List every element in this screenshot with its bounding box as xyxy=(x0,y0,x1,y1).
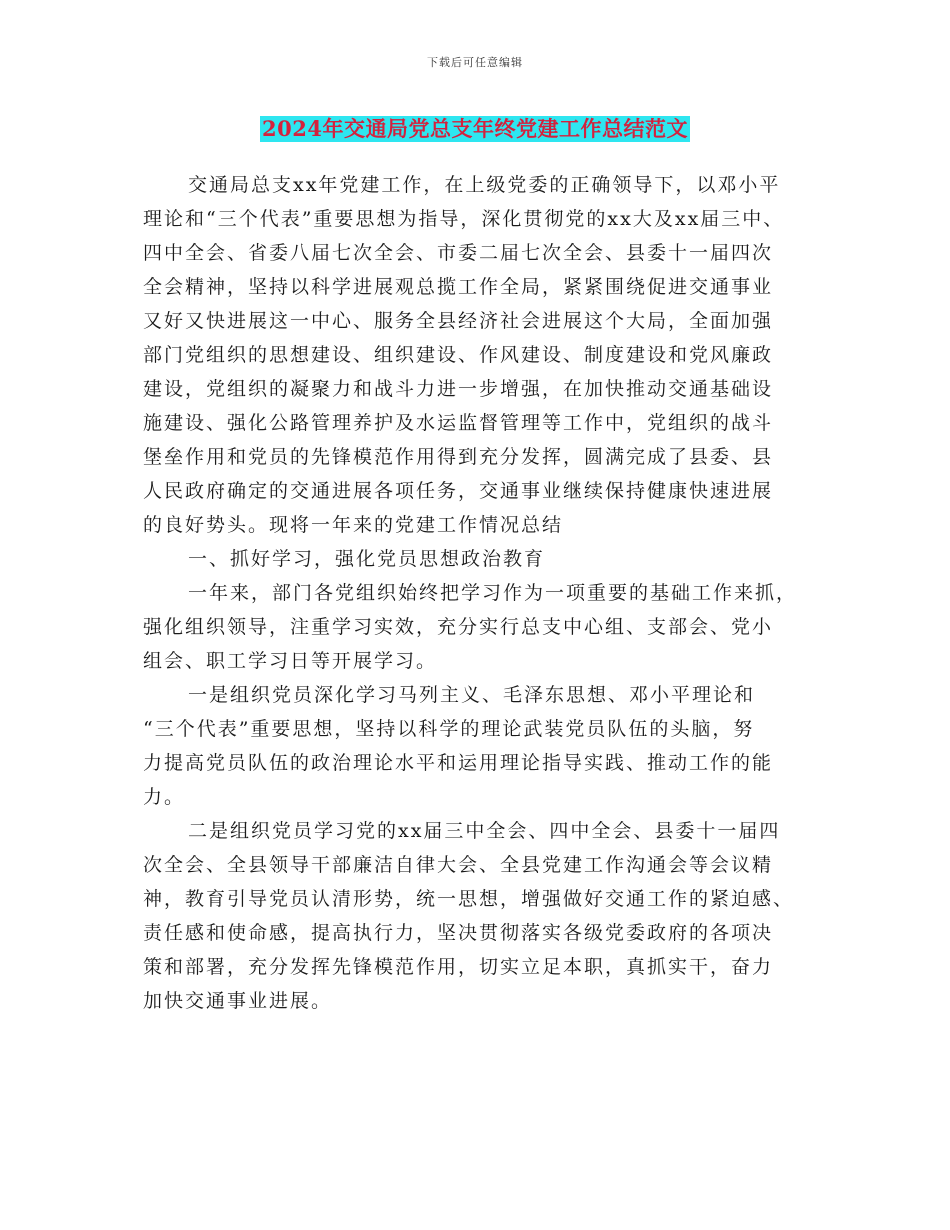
text-line: 人民政府确定的交通进展各项任务，交通事业继续保持健康快速进展 xyxy=(143,480,774,502)
text-line: 部门党组织的思想建设、组织建设、作风建设、制度建设和党风廉政 xyxy=(143,344,774,366)
title-container xyxy=(0,116,950,142)
text-line: “三个代表”重要思想，坚持以科学的理论武装党员队伍的头脑，努 xyxy=(143,718,755,740)
document-body xyxy=(143,168,823,1018)
page-header-note: 下载后可任意编辑 xyxy=(427,56,523,69)
heading-line: 一、抓好学习，强化党员思想政治教育 xyxy=(188,548,546,570)
text-line: 建设，党组织的凝聚力和战斗力进一步增强，在加快推动交通基础设 xyxy=(143,378,774,400)
text-line: 堡垒作用和党员的先锋模范作用得到充分发挥，圆满完成了县委、县 xyxy=(143,446,774,468)
text-line: 施建设、强化公路管理养护及水运监督管理等工作中，党组织的战斗 xyxy=(143,412,774,434)
paragraph xyxy=(143,168,823,542)
paragraph xyxy=(143,678,823,814)
text-line: 力。 xyxy=(143,786,186,808)
text-line: 力提高党员队伍的政治理论水平和运用理论指导实践、推动工作的能 xyxy=(143,752,774,774)
text-line: 次全会、全县领导干部廉洁自律大会、全县党建工作沟通会等会议精 xyxy=(143,854,774,876)
text-line: 的良好势头。现将一年来的党建工作情况总结 xyxy=(143,514,564,536)
text-line: 策和部署，充分发挥先锋模范作用，切实立足本职，真抓实干，奋力 xyxy=(143,956,774,978)
section-heading xyxy=(143,542,823,576)
text-line: 全会精神，坚持以科学进展观总揽工作全局，紧紧围绕促进交通事业 xyxy=(143,276,774,298)
text-line: 交通局总支xx年党建工作，在上级党委的正确领导下，以邓小平 xyxy=(188,174,781,196)
text-line: 理论和“三个代表”重要思想为指导，深化贯彻党的xx大及xx届三中、 xyxy=(143,208,785,230)
text-line: 责任感和使命感，提高执行力，坚决贯彻落实各级党委政府的各项决 xyxy=(143,922,774,944)
text-line: 二是组织党员学习党的xx届三中全会、四中全会、县委十一届四 xyxy=(188,820,781,842)
text-line: 一是组织党员深化学习马列主义、毛泽东思想、邓小平理论和 xyxy=(188,684,756,706)
paragraph xyxy=(143,814,823,1018)
document-title: 2024年交通局党总支年终党建工作总结范文 xyxy=(262,116,688,141)
text-line: 组会、职工学习日等开展学习。 xyxy=(143,650,438,672)
paragraph xyxy=(143,576,823,678)
text-line: 强化组织领导，注重学习实效，充分实行总支中心组、支部会、党小 xyxy=(143,616,774,638)
text-line: 四中全会、省委八届七次全会、市委二届七次全会、县委十一届四次 xyxy=(143,242,774,264)
text-line: 加快交通事业进展。 xyxy=(143,990,333,1012)
text-line: 神，教育引导党员认清形势，统一思想，增强做好交通工作的紧迫感、 xyxy=(143,888,795,910)
text-line: 一年来，部门各党组织始终把学习作为一项重要的基础工作来抓， xyxy=(188,582,798,604)
text-line: 又好又快进展这一中心、服务全县经济社会进展这个大局，全面加强 xyxy=(143,310,774,332)
